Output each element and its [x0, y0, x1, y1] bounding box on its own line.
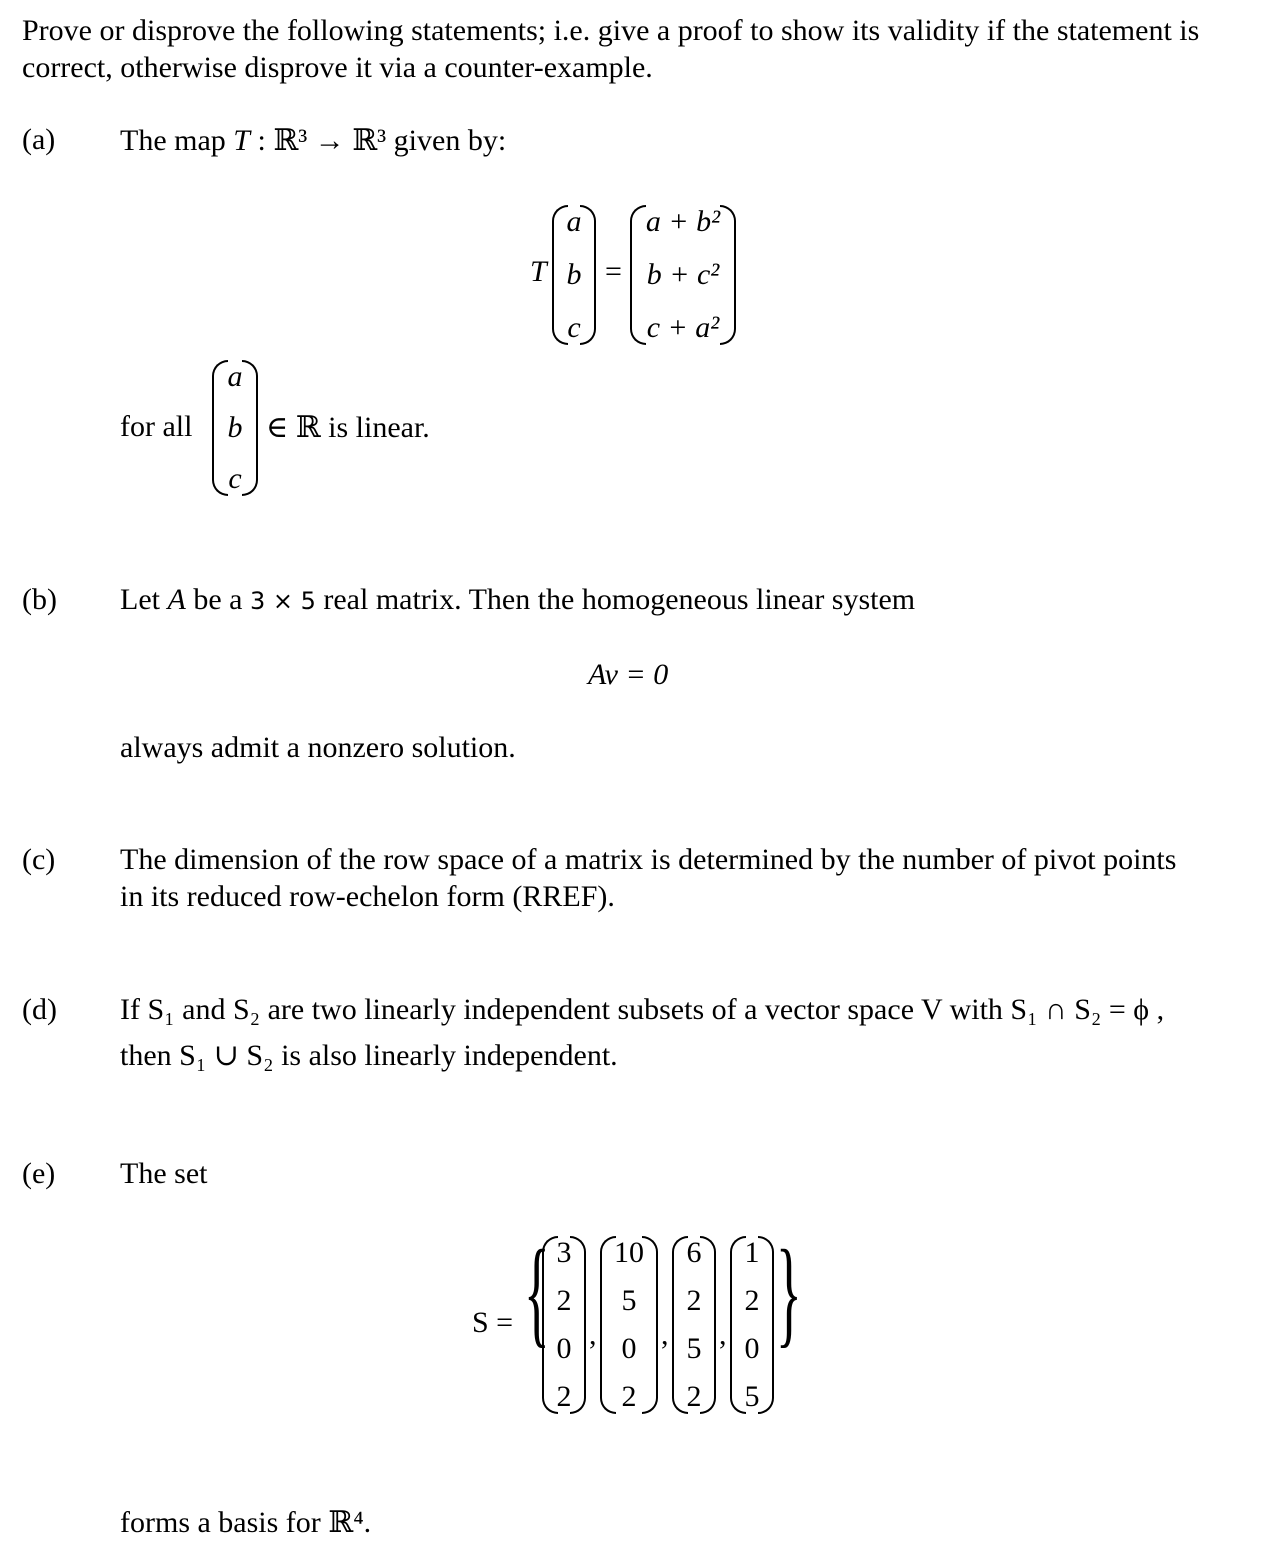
item-b-text-mid: be a: [193, 583, 243, 616]
rhs-entry: b + c²: [646, 258, 720, 291]
for-entry: c: [228, 462, 242, 495]
rhs-vector: [630, 205, 736, 345]
matrix-dims: 3 × 5: [249, 587, 316, 615]
item-e-line1: The set: [120, 1157, 208, 1190]
for-entry: a: [227, 360, 243, 393]
vector-entry: 2: [556, 1284, 572, 1317]
vector-entry: 2: [556, 1380, 572, 1413]
item-a-statement: [120, 123, 506, 158]
item-b-label: (b): [22, 583, 57, 616]
item-c-label: (c): [22, 843, 56, 876]
matrix-symbol: A: [167, 583, 186, 616]
equation: Av = 0: [588, 658, 669, 691]
item-d-line1: If S₁ and S₂ are two linearly independent subsets of a vector space V with S₁ ∩ S₂ = ϕ ,: [120, 993, 1165, 1026]
comma: ,: [589, 1318, 597, 1351]
map-signature: : ℝ³ → ℝ³: [257, 124, 387, 157]
basis-vector-2: [600, 1236, 658, 1414]
lhs-entry: b: [566, 258, 582, 291]
item-b-line2: always admit a nonzero solution.: [120, 731, 516, 764]
vector-entry: 2: [686, 1380, 702, 1413]
item-e-line2: forms a basis for ℝ⁴.: [120, 1506, 372, 1539]
vector-entry: 10: [614, 1236, 644, 1269]
basis-vector-1: [542, 1236, 586, 1414]
vector-entry: 3: [556, 1236, 572, 1269]
rhs-entry: a + b²: [645, 205, 721, 238]
item-c-line1: The dimension of the row space of a matrix is determined by the number of pivot points: [120, 843, 1177, 876]
vector-entry: 0: [744, 1332, 760, 1365]
vector-entry: 5: [744, 1380, 760, 1413]
vector-entry: 1: [744, 1236, 760, 1269]
lhs-entry: a: [566, 205, 582, 238]
left-brace: {: [523, 1225, 550, 1358]
vector-entry: 5: [621, 1284, 637, 1317]
set-name: S =: [472, 1306, 514, 1339]
item-e-label: (e): [22, 1157, 56, 1190]
item-d-label: (d): [22, 993, 57, 1026]
for-all-end: ∈ ℝ is linear.: [266, 411, 430, 444]
for-all-text: for all: [120, 410, 193, 443]
item-d-line2: then S₁ ∪ S₂ is also linearly independent.: [120, 1039, 618, 1072]
map-symbol: T: [233, 124, 250, 157]
rhs-entry: c + a²: [646, 311, 720, 344]
vector-entry: 5: [686, 1332, 702, 1365]
item-a-text: The map: [120, 124, 226, 157]
equals-sign: =: [605, 255, 622, 288]
item-a-label: (a): [22, 123, 56, 156]
item-b-text-end: real matrix. Then the homogeneous linear system: [323, 583, 916, 616]
vector-entry: 0: [556, 1332, 572, 1365]
basis-vector-4: [730, 1236, 774, 1414]
for-all-vector: [212, 360, 258, 496]
item-a-text-end: given by:: [393, 124, 507, 157]
lhs-entry: c: [567, 311, 581, 344]
for-entry: b: [227, 411, 243, 444]
vector-entry: 2: [744, 1284, 760, 1317]
item-b-statement: [120, 583, 915, 617]
vector-entry: 6: [686, 1236, 702, 1269]
lhs-function: T: [530, 255, 547, 288]
vector-entry: 0: [621, 1332, 637, 1365]
intro-text: Prove or disprove the following statements; i.e. give a proof to show its validity if the statement is correct, otherwise disprove it via a counter-example.: [22, 14, 1200, 84]
comma: ,: [719, 1318, 727, 1351]
item-b-text: Let: [120, 583, 160, 616]
right-brace: }: [775, 1225, 802, 1358]
item-c-line2: in its reduced row-echelon form (RREF).: [120, 880, 615, 913]
basis-vector-3: [672, 1236, 716, 1414]
lhs-vector: [552, 205, 596, 345]
comma: ,: [661, 1318, 669, 1351]
vector-entry: 2: [621, 1380, 637, 1413]
vector-entry: 2: [686, 1284, 702, 1317]
